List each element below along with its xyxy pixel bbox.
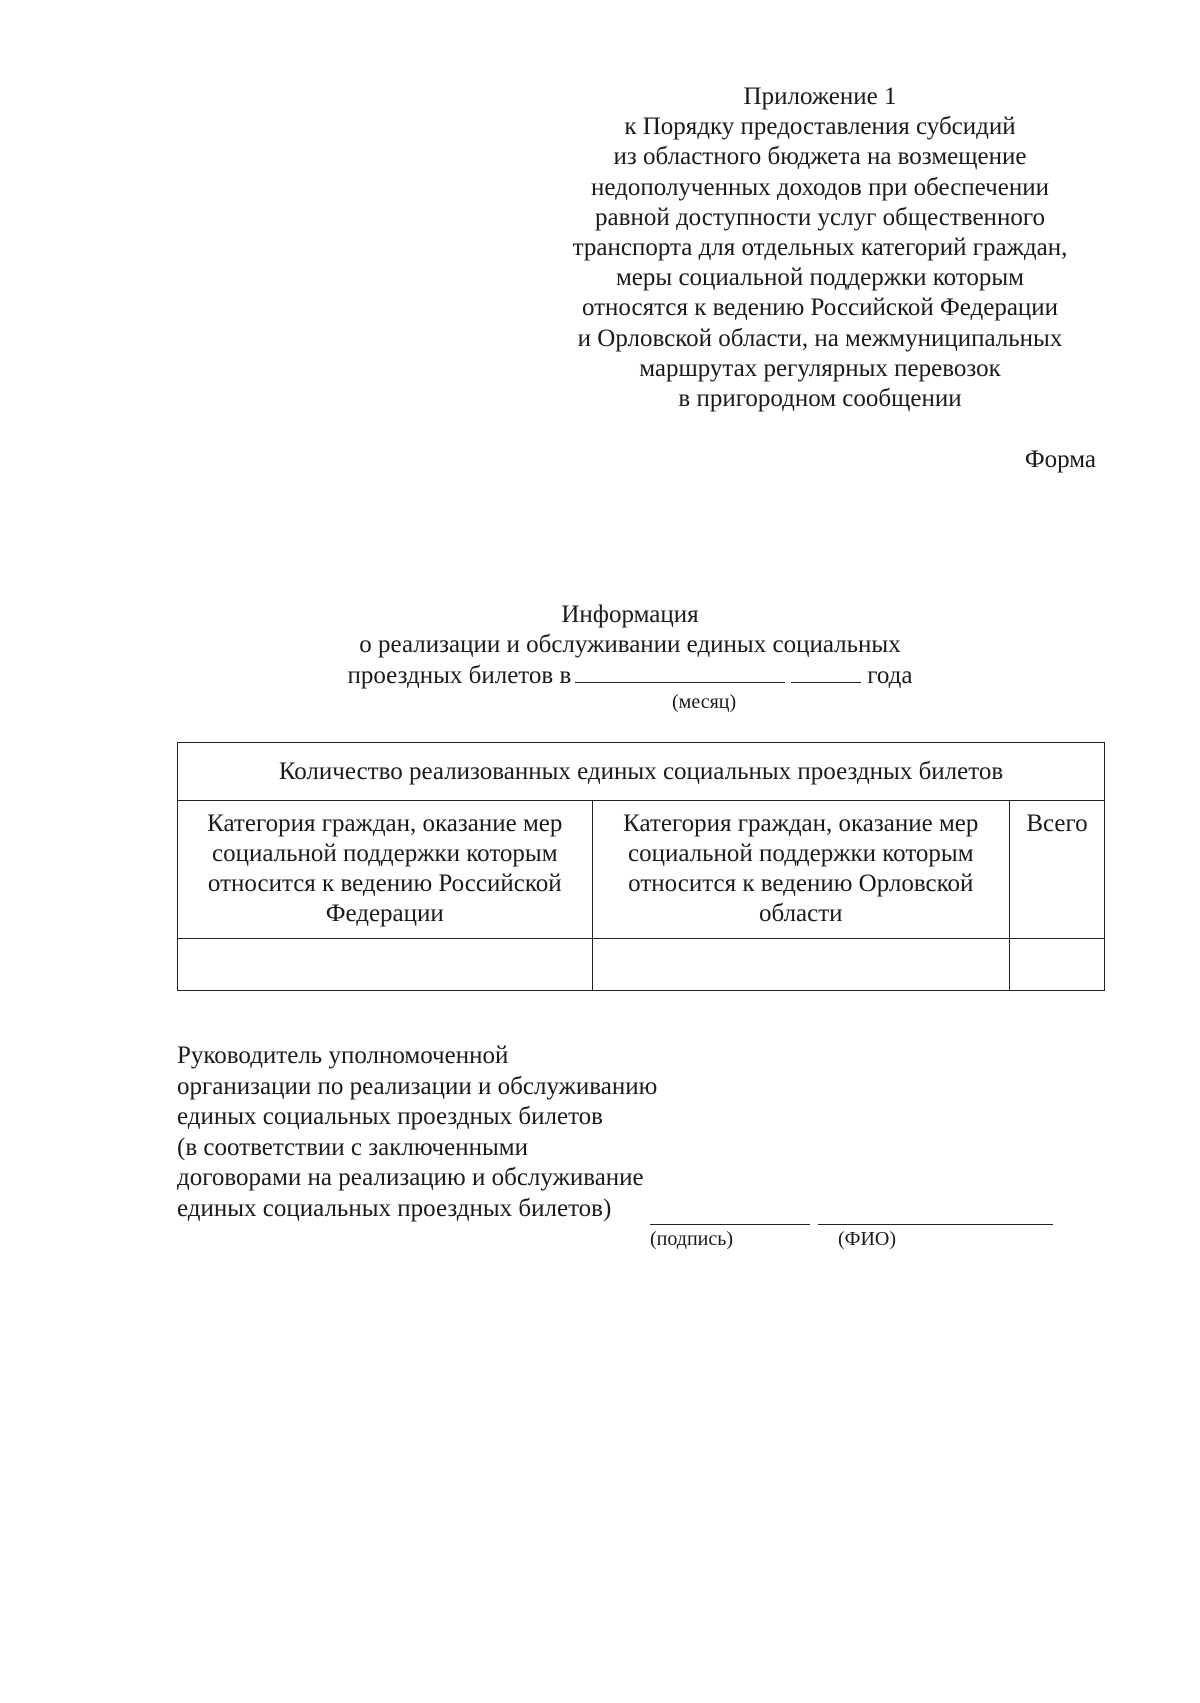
signer-line: единых социальных проездных билетов [177, 1103, 603, 1130]
total-value-cell[interactable] [1010, 939, 1105, 991]
info-period-suffix: года [867, 662, 913, 689]
year-blank-field[interactable] [791, 660, 861, 683]
info-period-prefix: проездных билетов в [347, 662, 572, 689]
info-title-block [320, 600, 940, 691]
column-header-total: Всего [1010, 801, 1105, 939]
info-title: Информация [561, 601, 699, 628]
table-row [178, 939, 1105, 991]
signer-block [177, 1041, 657, 1224]
annex-line: в пригородном сообщении [678, 385, 962, 413]
name-caption: (ФИО) [838, 1228, 897, 1250]
annex-line: маршрутах регулярных перевозок [639, 354, 1001, 382]
column-header-regional: Категория граждан, оказание мер социальной поддержки которым относится к ведению Орловской области [592, 801, 1010, 939]
form-label: Форма [1024, 446, 1096, 473]
regional-value-cell[interactable] [592, 939, 1010, 991]
annex-line: Приложение 1 [743, 83, 897, 110]
annex-line: недополученных доходов при обеспечении [591, 173, 1049, 201]
info-period-line [320, 660, 940, 691]
signer-line: организации по реализации и обслуживанию [177, 1072, 658, 1100]
signature-blank-field[interactable] [650, 1222, 810, 1225]
tickets-table [177, 742, 1105, 991]
month-blank-field[interactable] [575, 660, 785, 683]
annex-line: и Орловской области, на межмуниципальных [577, 324, 1063, 352]
month-caption: (месяц) [672, 691, 737, 713]
signer-line: Руководитель уполномоченной [177, 1042, 509, 1069]
table-header: Количество реализованных единых социальных проездных билетов [178, 743, 1105, 801]
annex-line: к Порядку предоставления субсидий [624, 113, 1016, 141]
annex-line: относятся к ведению Российской Федерации [581, 294, 1059, 322]
annex-line: меры социальной поддержки которым [615, 264, 1025, 292]
federal-value-cell[interactable] [178, 939, 593, 991]
annex-line: равной доступности услуг общественного [595, 203, 1045, 231]
signature-caption: (подпись) [650, 1228, 734, 1250]
annex-line: из областного бюджета на возмещение [613, 143, 1027, 171]
name-blank-field[interactable] [818, 1222, 1053, 1225]
signer-line: договорами на реализацию и обслуживание [177, 1164, 644, 1191]
column-header-federal: Категория граждан, оказание мер социальной поддержки которым относится к ведению Российской Федерации [178, 801, 593, 939]
annex-header [540, 82, 1100, 414]
signer-line: (в соответствии с заключенными [177, 1133, 528, 1161]
annex-line: транспорта для отдельных категорий граждан, [572, 234, 1068, 262]
info-subtitle: о реализации и обслуживании единых социальных [359, 631, 901, 658]
signer-line: единых социальных проездных билетов) [177, 1194, 612, 1222]
